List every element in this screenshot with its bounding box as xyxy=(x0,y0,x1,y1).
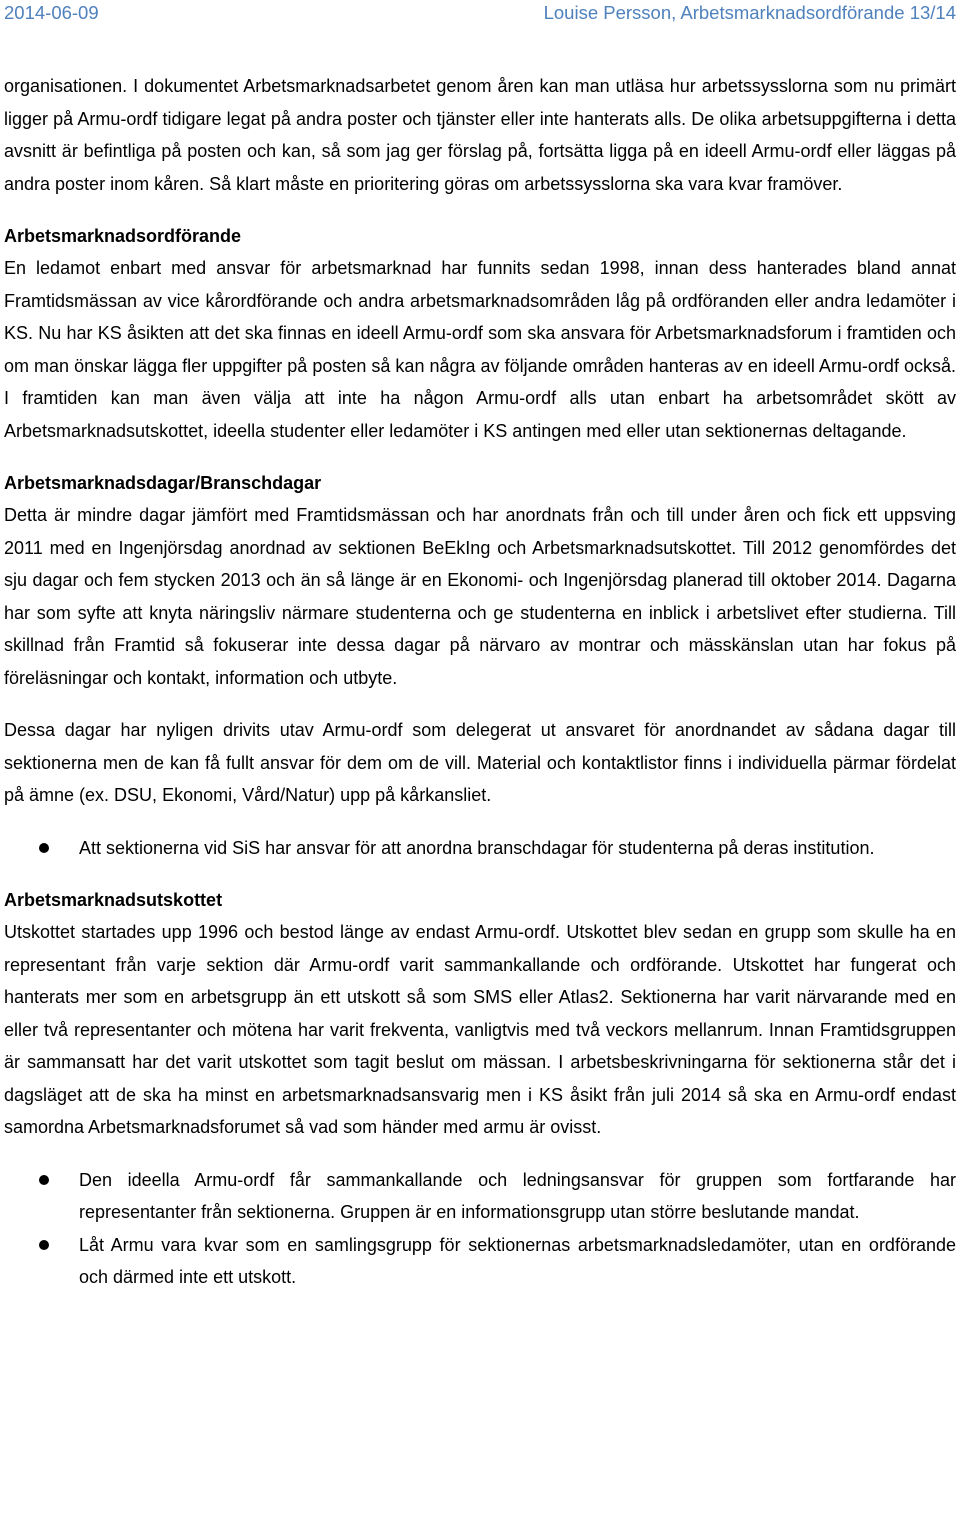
section-heading-arbetsmarknadsutskottet: Arbetsmarknadsutskottet xyxy=(4,890,223,910)
list-item-text: Att sektionerna vid SiS har ansvar för att anordna branschdagar för studenterna på deras institution. xyxy=(79,837,875,858)
bullet-icon xyxy=(39,843,49,853)
section-heading-arbetsmarknadsdagar: Arbetsmarknadsdagar/Branschdagar xyxy=(4,473,322,493)
section-paragraph: En ledamot enbart med ansvar för arbetsmarknad har funnits sedan 1998, innan dess hanterades bland annat Framtidsmässan av vice kårordförande och andra arbetsmarknadsområden låg på ordföranden eller andra ledamöter i KS. Nu har KS åsikten att det ska finnas en ideell Armu-ordf som ska ansvara för Arbetsmarknadsforum i framtiden och om man önskar lägga fler uppgifter på posten så kan några av följande områden hanteras av en ideell Armu-ordf också. I framtiden kan man även välja att inte ha någon Armu-ordf alls utan enbart ha arbetsområdet skött av Arbetsmarknadsutskottet, ideella studenter eller ledamöter i KS antingen med eller utan sektionernas deltagande. xyxy=(4,258,956,441)
bullet-icon xyxy=(39,1240,49,1250)
bullet-list xyxy=(4,832,956,865)
header-date: 2014-06-09 xyxy=(4,2,99,23)
intro-paragraph: organisationen. I dokumentet Arbetsmarknadsarbetet genom åren kan man utläsa hur arbetssysslorna som nu primärt ligger på Armu-ordf tidigare legat på andra poster och tjänster eller inte hanterats alls. De olika arbetsuppgifterna i detta avsnitt är befintliga på posten och kan, så som jag ger förslag på, fortsätta ligga på en ideell Armu-ordf eller läggas på andra poster inom kåren. Så klart måste en prioritering göras om arbetssysslorna ska vara kvar framöver. xyxy=(4,76,956,194)
section-paragraph: Dessa dagar har nyligen drivits utav Armu-ordf som delegerat ut ansvaret för anordnandet av sådana dagar till sektionerna men de kan få fullt ansvar för dem om de vill. Material och kontaktlistor finns i individuella pärmar fördelat på ämne (ex. DSU, Ekonomi, Vård/Natur) upp på kårkansliet. xyxy=(4,720,956,805)
list-item xyxy=(4,1229,956,1294)
header-author-page: Louise Persson, Arbetsmarknadsordförande 13/14 xyxy=(543,2,956,23)
section-heading-arbetsmarknadsordforande: Arbetsmarknadsordförande xyxy=(4,226,242,246)
list-item-text: Låt Armu vara kvar som en samlingsgrupp för sektionernas arbetsmarknadsledamöter, utan en ordförande och därmed inte ett utskott. xyxy=(79,1234,956,1287)
section-paragraph: Utskottet startades upp 1996 och bestod länge av endast Armu-ordf. Utskottet blev sedan en grupp som skulle ha en representant från varje sektion där Armu-ordf varit sammankallande och ordförande. Utskottet har fungerat och hanterats mer som en arbetsgrupp än ett utskott så som SMS eller Atlas2. Sektionerna har varit närvarande med en eller två representanter och mötena har varit frekventa, vanligtvis med två veckors mellanrum. Innan Framtidsgruppen är sammansatt har det varit utskottet som tagit beslut om mässan. I arbetsbeskrivningarna för sektionerna står det i dagsläget att de ska ha minst en arbetsmarknadsansvarig men i KS åsikt från juli 2014 så ska en Armu-ordf endast samordna Arbetsmarknadsforumet så vad som händer med armu är ovisst. xyxy=(4,922,956,1137)
list-item-text: Den ideella Armu-ordf får sammankallande och ledningsansvar för gruppen som fortfarande har representanter från sektionerna. Gruppen är en informationsgrupp utan större beslutande mandat. xyxy=(79,1169,956,1222)
page-header xyxy=(4,0,956,32)
section-paragraph: Detta är mindre dagar jämfört med Framtidsmässan och har anordnats från och till under åren och fick ett uppsving 2011 med en Ingenjörsdag anordnad av sektionen BeEkIng och Arbetsmarknadsutskottet. Till 2012 genomfördes det sju dagar och fem stycken 2013 och än så länge är en Ekonomi- och Ingenjörsdag planerad till oktober 2014. Dagarna har som syfte att knyta näringsliv närmare studenterna och ge studenterna en inblick i arbetslivet efter studierna. Till skillnad från Framtid så fokuserar inte dessa dagar på närvaro av montrar och mässkänslan utan har fokus på föreläsningar och kontakt, information och utbyte. xyxy=(4,505,956,688)
bullet-icon xyxy=(39,1175,49,1185)
list-item xyxy=(4,832,956,865)
document-body xyxy=(4,70,956,1294)
bullet-list xyxy=(4,1164,956,1294)
list-item xyxy=(4,1164,956,1229)
